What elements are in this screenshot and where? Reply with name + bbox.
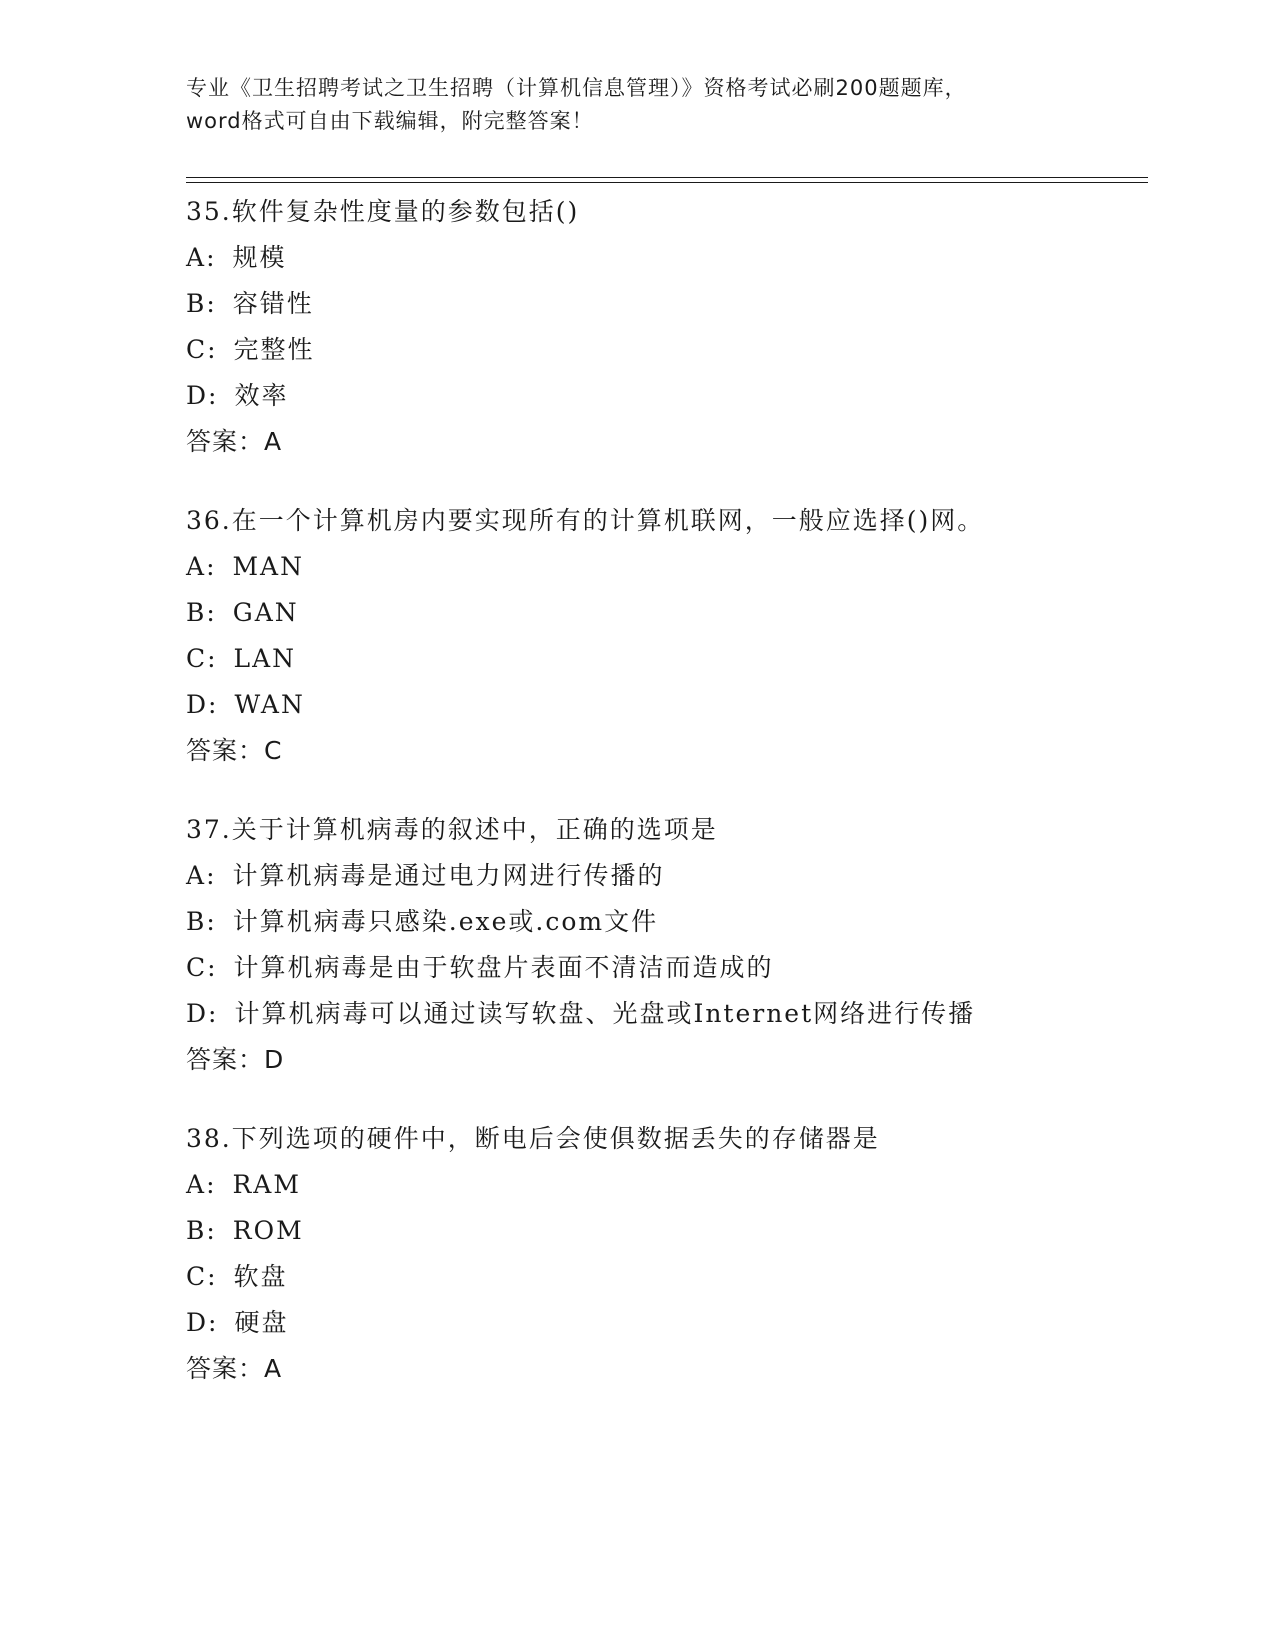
option-key: C <box>186 644 208 673</box>
option-c <box>186 1254 1146 1300</box>
question-list <box>186 189 1146 1392</box>
option-text: 完整性 <box>233 335 315 364</box>
header-divider-top <box>186 177 1148 178</box>
option-b <box>186 281 1146 327</box>
option-separator: : <box>208 690 219 719</box>
option-key: D <box>186 1308 209 1337</box>
question-37 <box>186 807 1146 1083</box>
option-text: 计算机病毒可以通过读写软盘、光盘或Internet网络进行传播 <box>234 999 976 1028</box>
header-divider-bottom <box>186 182 1148 183</box>
option-a <box>186 853 1146 899</box>
option-separator: : <box>206 1170 217 1199</box>
option-text: 计算机病毒是由于软盘片表面不清洁而造成的 <box>233 953 774 982</box>
option-text: 计算机病毒是通过电力网进行传播的 <box>232 861 665 890</box>
option-b <box>186 1208 1146 1254</box>
option-text: 效率 <box>234 381 289 410</box>
option-separator: : <box>206 861 217 890</box>
question-stem: 38.下列选项的硬件中，断电后会使俱数据丢失的存储器是 <box>186 1124 880 1153</box>
option-key: A <box>186 1170 207 1199</box>
question-stem: 36.在一个计算机房内要实现所有的计算机联网，一般应选择()网。 <box>186 506 985 535</box>
option-d <box>186 1300 1146 1346</box>
question-stem: 37.关于计算机病毒的叙述中，正确的选项是 <box>186 815 718 844</box>
question-35 <box>186 189 1146 465</box>
option-text: LAN <box>233 644 297 673</box>
option-separator: : <box>207 335 218 364</box>
question-38 <box>186 1116 1146 1392</box>
option-key: A <box>186 243 207 272</box>
option-d <box>186 991 1146 1037</box>
option-a <box>186 544 1146 590</box>
option-key: A <box>186 552 207 581</box>
option-key: A <box>186 861 207 890</box>
option-key: B <box>186 598 207 627</box>
option-text: RAM <box>232 1170 301 1199</box>
question-36 <box>186 498 1146 774</box>
option-c <box>186 327 1146 373</box>
option-text: GAN <box>232 598 299 627</box>
option-separator: : <box>208 381 219 410</box>
option-c <box>186 636 1146 682</box>
option-text: 软盘 <box>233 1262 288 1291</box>
option-text: 硬盘 <box>234 1308 289 1337</box>
header-line-2: word格式可自由下载编辑，附完整答案！ <box>186 109 594 133</box>
answer-line: 答案：D <box>186 1045 285 1074</box>
option-key: B <box>186 1216 207 1245</box>
option-text: ROM <box>232 1216 304 1245</box>
option-key: D <box>186 381 209 410</box>
option-c <box>186 945 1146 991</box>
option-text: 规模 <box>232 243 287 272</box>
option-key: D <box>186 690 209 719</box>
question-stem: 35.软件复杂性度量的参数包括() <box>186 197 580 226</box>
option-key: D <box>186 999 209 1028</box>
option-separator: : <box>208 1308 219 1337</box>
option-separator: : <box>206 598 217 627</box>
option-key: C <box>186 335 208 364</box>
document-header <box>186 72 1086 138</box>
option-text: 计算机病毒只感染.exe或.com文件 <box>232 907 659 936</box>
option-b <box>186 590 1146 636</box>
option-a <box>186 235 1146 281</box>
option-text: MAN <box>232 552 304 581</box>
option-key: B <box>186 907 207 936</box>
option-text: WAN <box>234 690 305 719</box>
option-b <box>186 899 1146 945</box>
option-separator: : <box>207 1262 218 1291</box>
option-separator: : <box>206 289 217 318</box>
option-separator: : <box>206 552 217 581</box>
option-separator: : <box>208 999 219 1028</box>
answer-line: 答案：C <box>186 736 283 765</box>
option-d <box>186 373 1146 419</box>
option-text: 容错性 <box>232 289 314 318</box>
option-separator: : <box>206 1216 217 1245</box>
option-separator: : <box>207 953 218 982</box>
option-key: C <box>186 1262 208 1291</box>
answer-line: 答案：A <box>186 1354 283 1383</box>
option-key: B <box>186 289 207 318</box>
option-separator: : <box>206 243 217 272</box>
option-a <box>186 1162 1146 1208</box>
answer-line: 答案：A <box>186 427 283 456</box>
option-separator: : <box>207 644 218 673</box>
header-line-1: 专业《卫生招聘考试之卫生招聘（计算机信息管理）》资格考试必刷200题题库， <box>186 76 967 100</box>
option-d <box>186 682 1146 728</box>
option-key: C <box>186 953 208 982</box>
option-separator: : <box>206 907 217 936</box>
